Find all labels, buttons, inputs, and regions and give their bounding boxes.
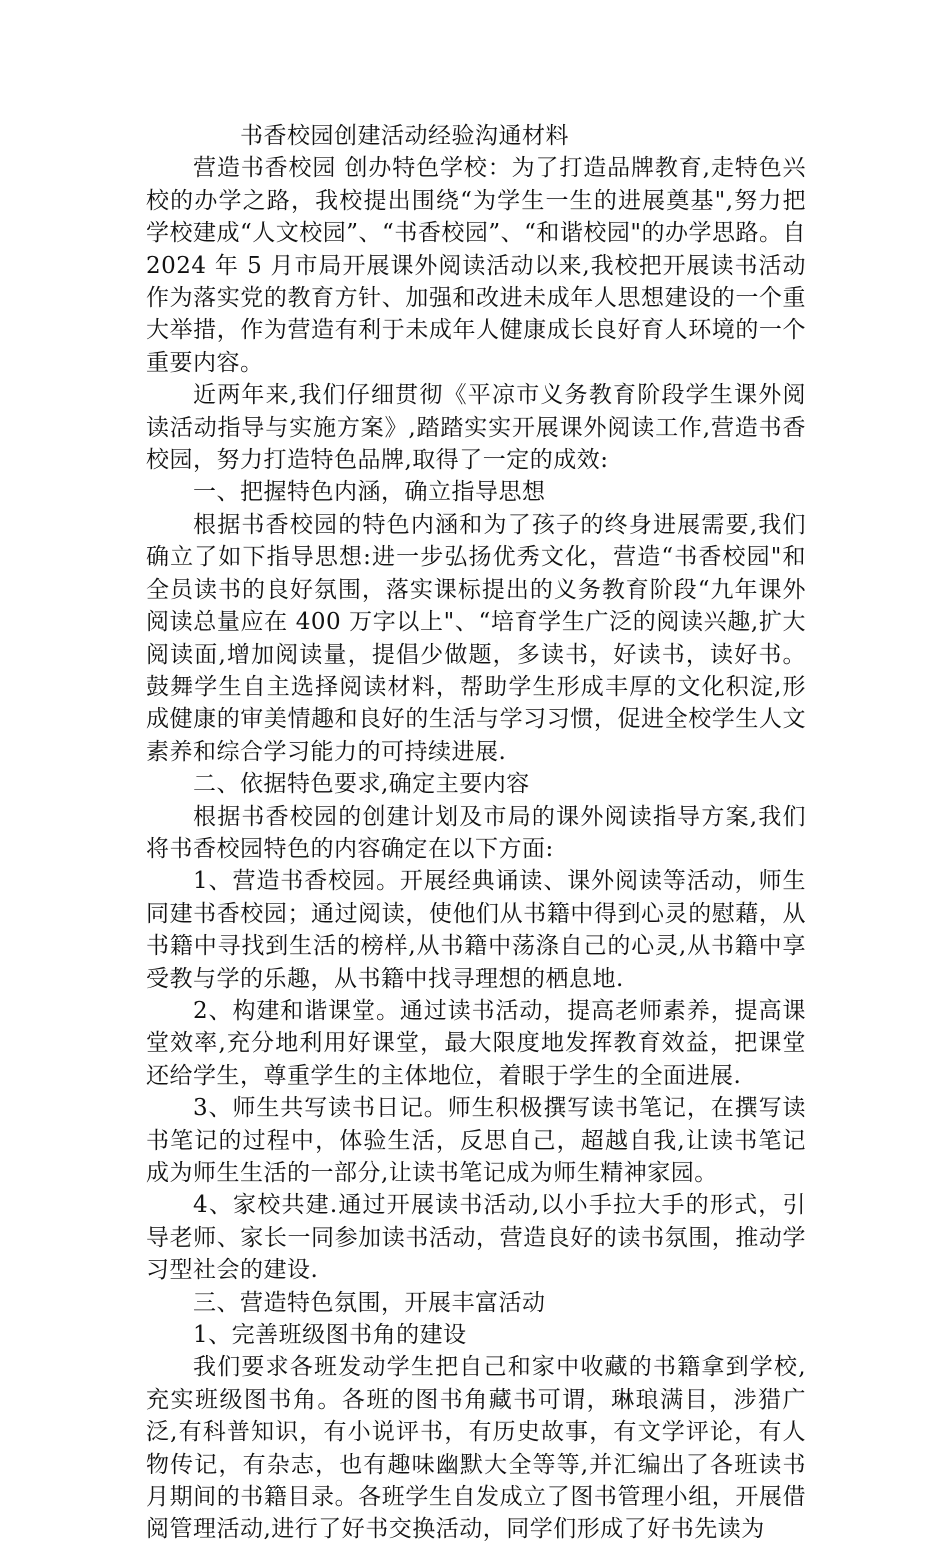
list-item-paragraph: 2、构建和谐课堂。通过读书活动，提高老师素养，提高课堂效率,充分地利用好课堂，最大限度地发挥教育效益，把课堂还给学生，尊重学生的主体地位，着眼于学生的全面进展. [146, 997, 806, 1089]
section-heading-1: 一、把握特色内涵，确立指导思想 [193, 479, 546, 506]
summary-paragraph: 近两年来,我们仔细贯彻《平凉市义务教育阶段学生课外阅读活动指导与实施方案》,踏踏实实开展课外阅读工作,营造书香校园，努力打造特色品牌,取得了一定的成效: [146, 382, 806, 474]
body-paragraph: 根据书香校园的创建计划及市局的课外阅读指导方案,我们将书香校园特色的内容确定在以下方面: [146, 803, 806, 862]
subsection-heading: 1、完善班级图书角的建设 [193, 1322, 467, 1349]
intro-paragraph: 营造书香校园 创办特色学校：为了打造品牌教育,走特色兴校的办学之路，我校提出围绕“为学生一生的进展奠基",努力把学校建成“人文校园”、“书香校园”、“和谐校园"的办学思路。自 2024 年 5 月市局开展课外阅读活动以来,我校把开展读书活动作为落实党的教育方针、加强和改进未成年人思想建设的一个重大举措，作为营造有利于未成年人健康成长良好育人环境的一个重要内容。 [146, 155, 806, 376]
document-body [146, 120, 806, 1546]
body-paragraph: 根据书香校园的特色内涵和为了孩子的终身进展需要,我们确立了如下指导思想:进一步弘扬优秀文化，营造“书香校园"和全员读书的良好氛围，落实课标提出的义务教育阶段“九年课外阅读总量应在 400 万字以上"、“培育学生广泛的阅读兴趣,扩大阅读面,增加阅读量，提倡少做题，多读书，好读书，读好书。鼓舞学生自主选择阅读材料，帮助学生形成丰厚的文化积淀,形成健康的审美情趣和良好的生活与学习习惯，促进全校学生人文素养和综合学习能力的可持续进展. [146, 511, 806, 765]
list-item-paragraph: 1、营造书香校园。开展经典诵读、课外阅读等活动，师生同建书香校园；通过阅读，使他们从书籍中得到心灵的慰藉，从书籍中寻找到生活的榜样,从书籍中荡涤自己的心灵,从书籍中享受教与学的乐趣，从书籍中找寻理想的栖息地. [146, 868, 806, 992]
section-heading-2: 二、依据特色要求,确定主要内容 [193, 771, 530, 798]
body-paragraph: 我们要求各班发动学生把自己和家中收藏的书籍拿到学校,充实班级图书角。各班的图书角藏书可谓，琳琅满目，涉猎广泛,有科普知识，有小说评书，有历史故事，有文学评论，有人物传记，有杂志，也有趣味幽默大全等等,并汇编出了各班读书月期间的书籍目录。各班学生自发成立了图书管理小组，开展借阅管理活动,进行了好书交换活动，同学们形成了好书先读为 [146, 1354, 806, 1543]
document-title: 书香校园创建活动经验沟通材料 [240, 123, 569, 149]
list-item-paragraph: 4、家校共建.通过开展读书活动,以小手拉大手的形式，引导老师、家长一同参加读书活动，营造良好的读书氛围，推动学习型社会的建设. [146, 1192, 806, 1284]
list-item-paragraph: 3、师生共写读书日记。师生积极撰写读书笔记，在撰写读书笔记的过程中，体验生活，反思自己，超越自我,让读书笔记成为师生生活的一部分,让读书笔记成为师生精神家园。 [146, 1095, 806, 1186]
section-heading-3: 三、营造特色氛围，开展丰富活动 [193, 1289, 546, 1316]
